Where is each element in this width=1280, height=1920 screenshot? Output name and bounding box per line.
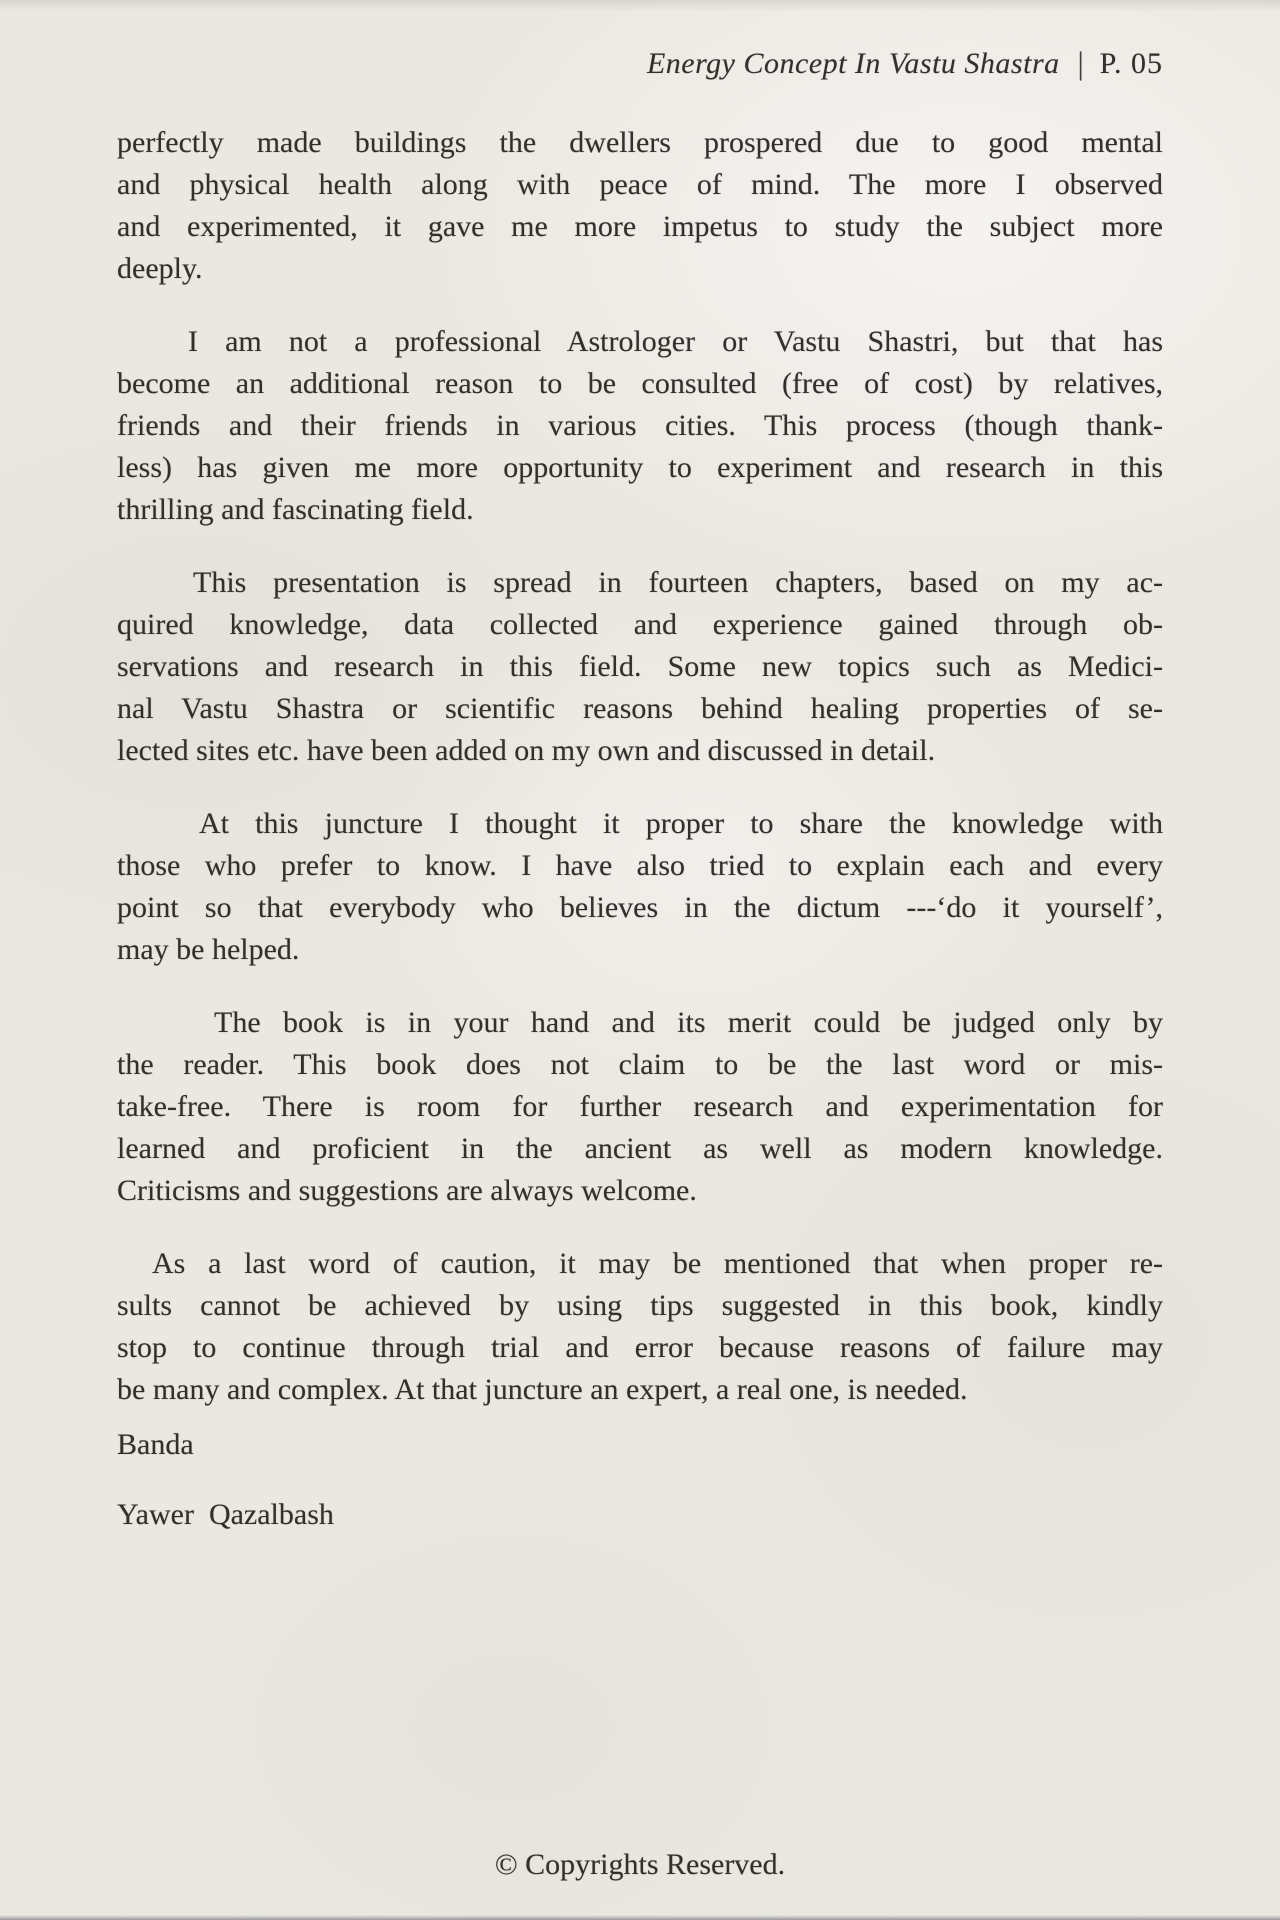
paragraph	[117, 321, 1163, 531]
signature-salutation: Banda	[117, 1428, 194, 1461]
text-line: This presentation is spread in fourteen chapters, based on my ac-	[193, 566, 1163, 599]
text-line: The book is in your hand and its merit could be judged only by	[214, 1006, 1163, 1039]
paragraph	[117, 803, 1163, 971]
paragraph	[117, 1002, 1163, 1212]
text-line: take-free. There is room for further research and experimentation for	[117, 1090, 1163, 1123]
running-header-separator: |	[1077, 46, 1084, 81]
text-line: nal Vastu Shastra or scientific reasons behind healing properties of se-	[117, 692, 1163, 725]
paragraphs	[117, 122, 1163, 1442]
text-line: deeply.	[117, 252, 203, 285]
text-line: become an additional reason to be consulted (free of cost) by relatives,	[117, 367, 1163, 400]
text-line: be many and complex. At that juncture an expert, a real one, is needed.	[117, 1373, 968, 1406]
text-line: stop to continue through trial and error because reasons of failure may	[117, 1331, 1163, 1364]
text-line: those who prefer to know. I have also tried to explain each and every	[117, 849, 1163, 882]
text-line: perfectly made buildings the dwellers prospered due to good mental	[117, 126, 1163, 159]
text-line: I am not a professional Astrologer or Vastu Shastri, but that has	[188, 325, 1163, 358]
text-line: quired knowledge, data collected and experience gained through ob-	[117, 608, 1163, 641]
running-header	[117, 44, 1163, 84]
page-number: P. 05	[1099, 47, 1163, 80]
paragraph	[117, 122, 1163, 290]
text-line: sults cannot be achieved by using tips suggested in this book, kindly	[117, 1289, 1163, 1322]
text-line: the reader. This book does not claim to be the last word or mis-	[117, 1048, 1163, 1081]
text-line: lected sites etc. have been added on my own and discussed in detail.	[117, 734, 936, 767]
paragraph	[117, 562, 1163, 772]
text-line: friends and their friends in various cities. This process (though thank-	[117, 409, 1163, 442]
text-line: As a last word of caution, it may be mentioned that when proper re-	[152, 1247, 1163, 1280]
running-header-title: Energy Concept In Vastu Shastra	[646, 47, 1060, 80]
text-line: may be helped.	[117, 933, 300, 966]
paragraph	[117, 1243, 1163, 1411]
signature-block	[117, 1424, 334, 1564]
text-line: thrilling and fascinating field.	[117, 493, 474, 526]
page-bottom-edge	[0, 1915, 1280, 1920]
text-line: servations and research in this field. Some new topics such as Medici-	[117, 650, 1163, 683]
text-line: point so that everybody who believes in the dictum ---‘do it yourself’,	[117, 891, 1163, 924]
text-line: less) has given me more opportunity to experiment and research in this	[117, 451, 1163, 484]
text-line: and physical health along with peace of mind. The more I observed	[117, 168, 1163, 201]
text-line: Criticisms and suggestions are always welcome.	[117, 1174, 697, 1207]
text-line: learned and proficient in the ancient as well as modern knowledge.	[117, 1132, 1163, 1165]
signature-author: Yawer Qazalbash	[117, 1498, 334, 1531]
copyright-footer: © Copyrights Reserved.	[494, 1848, 786, 1881]
text-line: and experimented, it gave me more impetus to study the subject more	[117, 210, 1163, 243]
text-line: At this juncture I thought it proper to share the knowledge with	[199, 807, 1163, 840]
